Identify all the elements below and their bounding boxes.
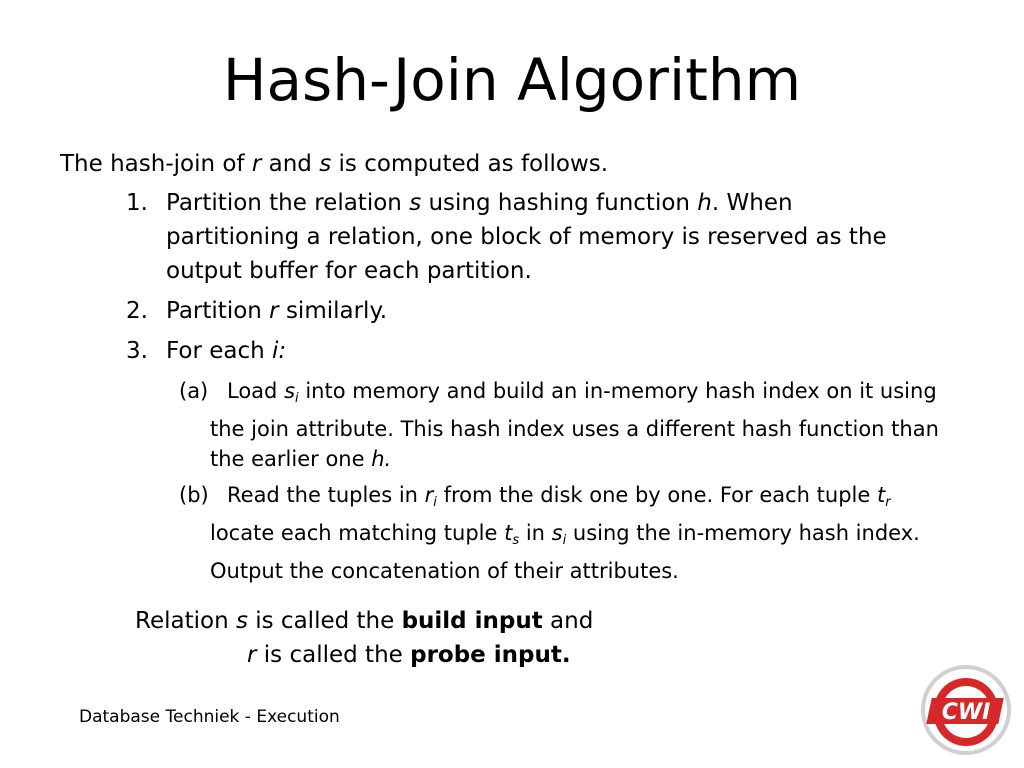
- substep-label: (b): [179, 483, 209, 507]
- substep-a: (a) Load $s_i$ into memory and build an in-memory hash index on it using the join attribute. This hash index uses a different hash function than the earlier one h.: [179, 376, 949, 474]
- substep-b: (b) Read the tuples in $r_i$ from the disk one by one. For each tuple $t_r$ locate each matching tuple $t_s$ in $s_i$ using the in-memory hash index. Output the concatenation of their attributes.: [179, 480, 949, 586]
- logo-text: CWI: [941, 700, 991, 725]
- intro-text: The hash-join of r and s is computed as follows.: [60, 151, 609, 177]
- slide-title: Hash-Join Algorithm: [222, 46, 802, 114]
- substep-label: (a): [179, 379, 209, 403]
- substeps-list: [179, 376, 949, 592]
- steps-list: [126, 186, 906, 374]
- summary-text: [135, 604, 593, 672]
- cwi-logo-icon: [920, 664, 1012, 756]
- step-2: 2. Partition r similarly.: [126, 294, 906, 328]
- step-number: 3.: [126, 338, 148, 364]
- step-number: 1.: [126, 190, 148, 216]
- step-number: 2.: [126, 298, 148, 324]
- step-1: 1. Partition the relation s using hashing function h. When partitioning a relation, one block of memory is reserved as the output buffer for each partition.: [126, 186, 906, 288]
- summary-line-1: Relation s is called the build input and: [135, 608, 594, 634]
- step-3: 3. For each i:: [126, 334, 906, 368]
- summary-line-2: r is called the probe input.: [247, 642, 571, 668]
- footer-text: Database Techniek - Execution: [79, 707, 340, 727]
